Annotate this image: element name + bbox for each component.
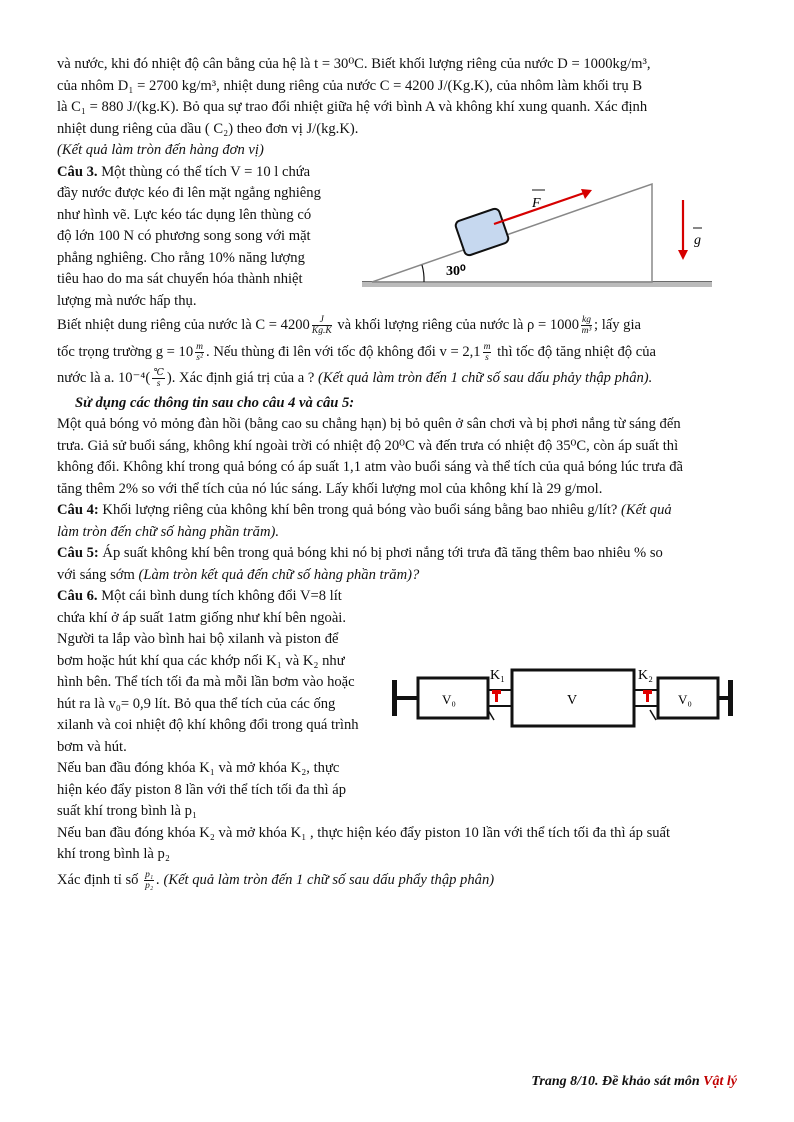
k2-label: K₂ <box>638 668 653 683</box>
intro-line-4: nhiệt dung riêng của dầu ( C₂) theo đơn vị J/(kg.K). <box>57 120 359 137</box>
intro-note: (Kết quả làm tròn đến hàng đơn vị) <box>57 142 264 158</box>
q6-line-full-1: Nếu ban đầu đóng khóa K₂ và mở khóa K₁ , thực hiện kéo đẩy piston 10 lần với thể tích tối đa thì áp suất <box>57 824 671 841</box>
q6-line: Người ta lắp vào bình hai bộ xilanh và piston để <box>57 631 339 647</box>
question-4-note: làm tròn đến chữ số hàng phần trăm). <box>57 523 279 540</box>
q6-line: hình bên. Thể tích tối đa mà mỗi lần bơm vào hoặc <box>57 674 355 690</box>
shared-line: không đổi. Không khí trong quả bóng có áp suất 1,1 atm vào buổi sáng và thể tích của quả bóng lúc trưa đã <box>57 459 683 475</box>
vessel-label: V <box>567 693 578 708</box>
q3-line: Một thùng có thể tích V = 10 l chứa <box>97 163 311 180</box>
q3-answer-line: nước là a. 10⁻⁴( $\frac{℃}{s}$ ). Xác định giá trị của a ? (Kết quả làm tròn đến 1 chữ số sau dấu phảy thập phân). <box>57 368 653 390</box>
force-label: F <box>532 195 541 211</box>
q6-line: hiện kéo đẩy piston 8 lần với thể tích tối đa thì áp <box>57 781 346 798</box>
gravity-label: g <box>694 232 701 248</box>
intro-line-1: và nước, khi đó nhiệt độ cân bằng của hệ là t = 30⁰C. Biết khối lượng riêng của nước D = 1000kg/m³, <box>57 56 651 72</box>
incline-plane <box>372 184 652 282</box>
q3-line: phẳng nghiêng. Cho rằng 10% năng lượng <box>57 249 305 266</box>
question-6-block: Câu 6. Một cái bình dung tích không đổi V=8 lít chứa khí ở áp suất 1atm giống như khí bên ngoài. Người ta lắp vào bình hai bộ xilanh và piston để bơm hoặc hút khí qua các khớp nối K₁ và K₂ như hình bên. Thể tích tối đa mà mỗi lần bơm vào hoặc hút ra là v₀= 0,9 lít. Bỏ qua thể tích của các ống xilanh và coi nhiệt độ khí không đổi trong quá trình bơm và hút. Nếu ban đầu đóng khóa K₁ và mở khóa K₂, thực hiện kéo đẩy piston 8 lần với thể tích tối đa thì áp suất khí trong bình là p₁ V₀ K₁ V K₂ V₀ <box>57 586 737 823</box>
page-content <box>57 54 737 891</box>
q6-line: bơm và hút. <box>57 738 127 755</box>
q3-line: tiêu hao do ma sát chuyển hóa thành nhiệt <box>57 271 303 287</box>
intro-line-2: của nhôm D₁ = 2700 kg/m³, nhiệt dung riêng của nước C = 4200 J/(Kg.K), của nhôm làm khối trụ B <box>57 77 643 94</box>
q3-line: lượng mà nước hấp thụ. <box>57 292 197 309</box>
k2-valve <box>643 690 652 694</box>
q6-line-full-2: khí trong bình là p₂ <box>57 846 170 862</box>
pump-figure <box>392 648 737 758</box>
question-5: Câu 5: Áp suất không khí bên trong quả bóng khi nó bị phơi nắng tới trưa đã tăng thêm bao nhiêu % so <box>57 545 663 561</box>
q3-gravity-line: tốc trọng trường g = 10 $\frac{m}{\text{s²}}$ . Nếu thùng đi lên với tốc độ không đổi v = 2,1 $\frac{m}{s}$ thì tốc độ tăng nhiệt độ của <box>57 341 656 363</box>
left-cylinder-label: V₀ <box>442 692 456 707</box>
right-cylinder-label: V₀ <box>678 692 692 707</box>
k1-label: K₁ <box>490 668 505 683</box>
question-4: Câu 4: Khối lượng riêng của không khí bên trong quả bóng vào buổi sáng bằng bao nhiêu g/lít? (Kết quả <box>57 502 672 518</box>
q3-line: như hình vẽ. Lực kéo tác dụng lên thùng có <box>57 206 312 223</box>
angle-arc <box>422 265 424 282</box>
shared-line: trưa. Giả sử buổi sáng, không khí ngoài trời có nhiệt độ 20⁰C và đến trưa có nhiệt độ 35⁰C, còn áp suất thì <box>57 437 679 454</box>
q3-label: Câu 3. <box>57 163 98 180</box>
q6-line: suất khí trong bình là p₁ <box>57 803 198 819</box>
q6-line: hút ra là v₀= 0,9 lít. Bỏ qua thể tích của các ống <box>57 695 336 712</box>
q6-line: Nếu ban đầu đóng khóa K₁ và mở khóa K₂, thực <box>57 760 340 776</box>
q6-label: Câu 6. <box>57 588 98 604</box>
page-footer: Trang 8/10. Đề khảo sát môn Vật lý <box>531 1074 737 1089</box>
q6-line: xilanh và coi nhiệt độ khí không đổi trong quá trình <box>57 717 359 733</box>
subject-name: Vật lý <box>703 1074 737 1089</box>
question-5-cont: với sáng sớm (Làm tròn kết quả đến chữ số hàng phần trăm)? <box>57 566 420 583</box>
q3-constants-line: Biết nhiệt dung riêng của nước là C = 4200 $\frac{J}{Kg.K}$ và khối lượng riêng của nước là ρ = 1000 $\frac{kg}{\text{m³}}$ ; lấy gia <box>57 315 642 337</box>
intro-line-3: là C₁ = 880 J/(kg.K). Bỏ qua sự trao đổi nhiệt giữa hệ với bình A và không khí xung quanh. Xác định <box>57 99 648 115</box>
k1-valve <box>492 690 501 694</box>
shared-line: Một quả bóng vỏ mỏng đàn hồi (bằng cao su chẳng hạn) bị bỏ quên ở sân chơi và bị phơi nắng từ sáng đến <box>57 416 681 432</box>
gravity-arrowhead <box>678 250 688 260</box>
question-3-block <box>57 162 737 313</box>
q6-line: chứa khí ở áp suất 1atm giống như khí bên ngoài. <box>57 609 347 626</box>
angle-label: 30⁰ <box>446 263 466 279</box>
q6-line: bơm hoặc hút khí qua các khớp nối K₁ và K₂ như <box>57 652 345 669</box>
incline-figure <box>352 162 722 312</box>
water-container <box>454 207 509 256</box>
shared-line: tăng thêm 2% so với thể tích của nó lúc sáng. Lấy khối lượng mol của không khí là 29 g/mol. <box>57 480 603 497</box>
q3-line: đầy nước được kéo đi lên mặt ngẳng nghiêng <box>57 185 321 201</box>
q6-ratio-line: Xác định tỉ số $\frac{\text{p₁}}{\text{p₂}}$ . (Kết quả làm tròn đến 1 chữ số sau dấu phẩy thập phân) <box>57 869 495 891</box>
q3-line: độ lớn 100 N có phương song song với mặt <box>57 228 311 244</box>
shared-heading: Sử dụng các thông tin sau cho câu 4 và câu 5: <box>75 394 355 411</box>
